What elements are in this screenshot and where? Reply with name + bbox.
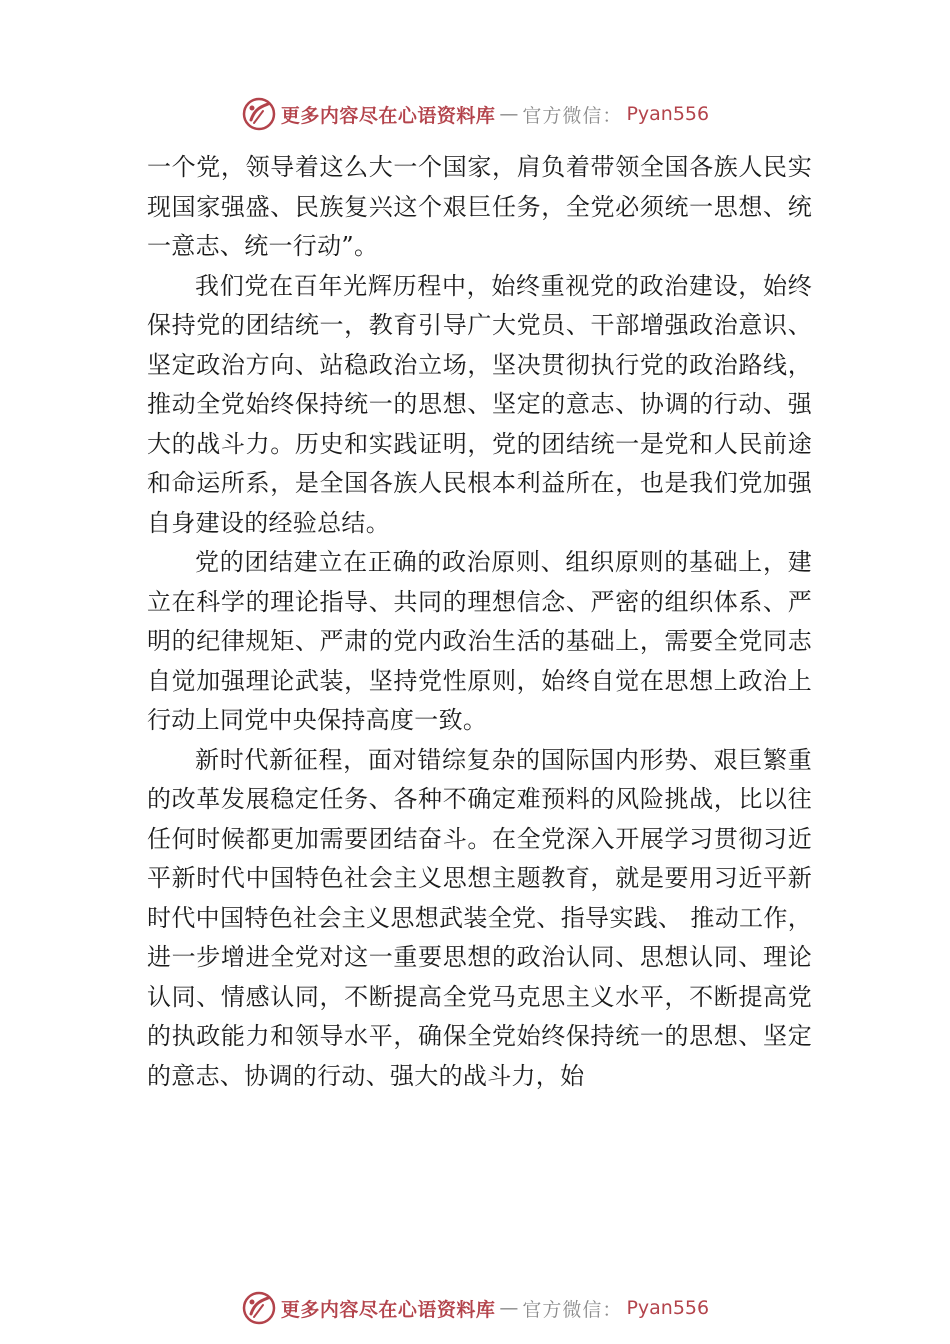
header-banner-text: 更多内容尽在心语资料库: [280, 104, 496, 127]
brand-logo-icon: [241, 1290, 277, 1326]
footer-wechat-label: 官方微信：: [522, 1298, 623, 1321]
paragraph-2: 我们党在百年光辉历程中，始终重视党的政治建设，始终保持党的团结统一，教育引导广大党员、干部增强政治意识、坚定政治方向、站稳政治立场，坚决贯彻执行党的政治路线，推动全党始终保持统一的思想、坚定的意志、协调的行动、强大的战斗力。历史和实践证明，党的团结统一是党和人民前途和命运所系，是全国各族人民根本利益所在，也是我们党加强自身建设的经验总结。: [147, 271, 812, 537]
header-banner: [0, 94, 950, 134]
footer-wechat-id: Pyan556: [626, 1297, 710, 1319]
header-wechat-label: 官方微信：: [522, 104, 623, 127]
document-body: [147, 148, 812, 1096]
paragraph-4: 新时代新征程，面对错综复杂的国际国内形势、艰巨繁重的改革发展稳定任务、各种不确定难预料的风险挑战，比以往任何时候都更加需要团结奋斗。在全党深入开展学习贯彻习近平新时代中国特色社会主义思想主题教育，就是要用习近平新时代中国特色社会主义思想武装全党、指导实践、 推动工作，进一步增进全党对这一重要思想的政治认同、思想认同、理论认同、情感认同，不断提高全党马克思主义水平，不断提高党的执政能力和领导水平，确保全党始终保持统一的思想、坚定的意志、协调的行动、强大的战斗力，始: [147, 745, 812, 1090]
header-banner-dash: —: [499, 103, 519, 125]
header-banner-content: [241, 96, 709, 132]
header-wechat-id: Pyan556: [626, 103, 710, 125]
paragraph-1: 一个党，领导着这么大一个国家，肩负着带领全国各族人民实现国家强盛、民族复兴这个艰巨任务，全党必须统一思想、统一意志、统一行动”。: [147, 153, 812, 260]
footer-banner: [0, 1288, 950, 1328]
footer-banner-content: [241, 1290, 709, 1326]
paragraph-3: 党的团结建立在正确的政治原则、组织原则的基础上，建立在科学的理论指导、共同的理想信念、严密的组织体系、严明的纪律规矩、严肃的党内政治生活的基础上，需要全党同志自觉加强理论武装，坚持党性原则，始终自觉在思想上政治上行动上同党中央保持高度一致。: [147, 548, 812, 734]
footer-banner-text: 更多内容尽在心语资料库: [280, 1298, 496, 1321]
brand-logo-icon: [241, 96, 277, 132]
footer-banner-dash: —: [499, 1297, 519, 1319]
